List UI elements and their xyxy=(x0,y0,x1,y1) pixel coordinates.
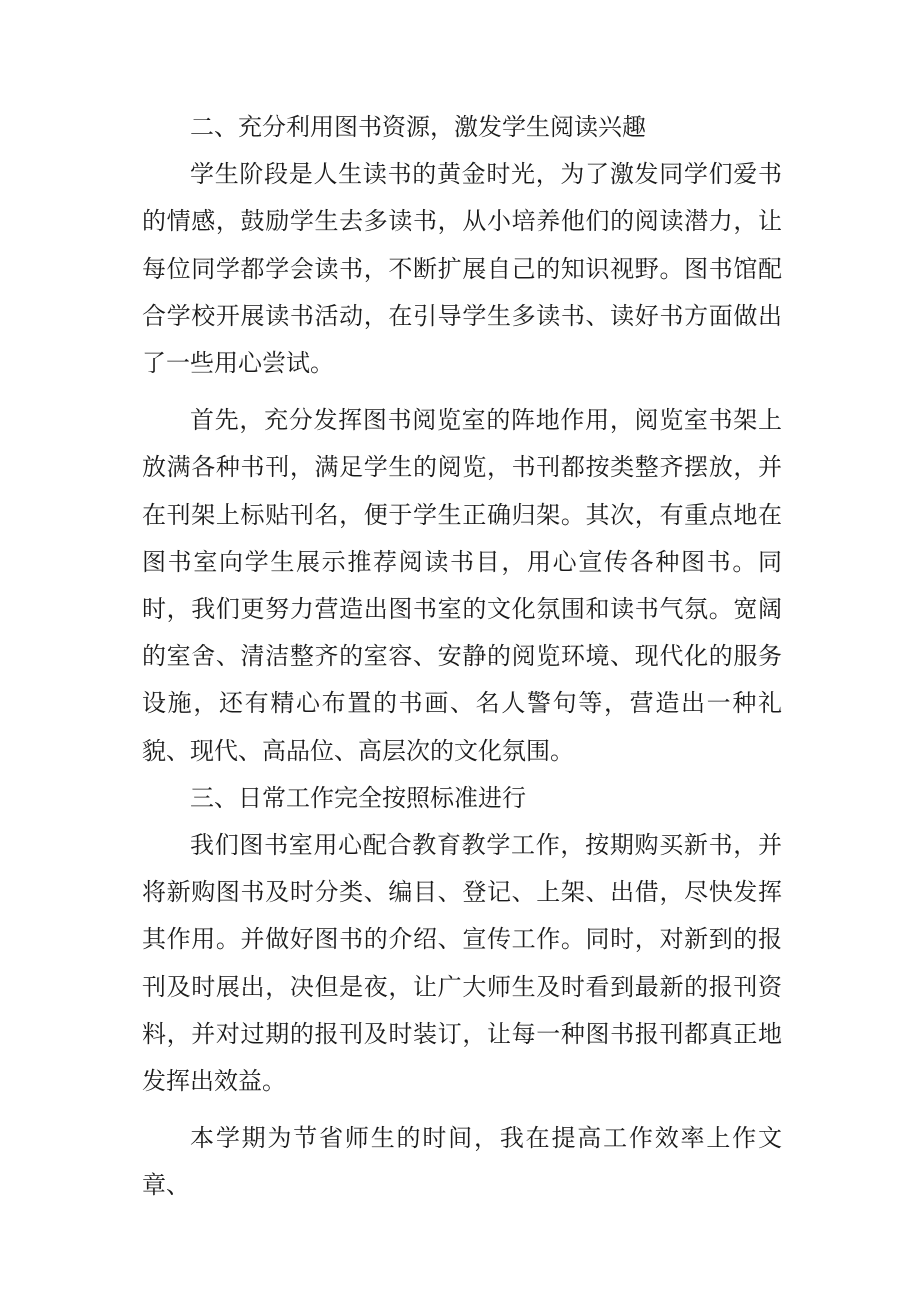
paragraph-reading-interest: 学生阶段是人生读书的黄金时光，为了激发同学们爱书的情感，鼓励学生去多读书，从小培养他们的阅读潜力，让每位同学都学会读书，不断扩展自己的知识视野。图书馆配合学校开展读书活动，在引导学生多读书、读好书方面做出了一些用心尝试。 xyxy=(142,160,782,378)
paragraph-gap xyxy=(142,387,782,397)
paragraph-efficiency: 本学期为节省师生的时间，我在提高工作效率上作文章、 xyxy=(142,1124,782,1200)
paragraph-daily-work: 我们图书室用心配合教育教学工作，按期购买新书，并将新购图书及时分类、编目、登记、上架、出借，尽快发挥其作用。并做好图书的介绍、宣传工作。同时，对新到的报刊及时展出，决但是夜，让广大师生及时看到最新的报刊资料，并对过期的报刊及时装订，让每一种图书报刊都真正地发挥出效益。 xyxy=(142,831,782,1096)
section-heading-3: 三、日常工作完全按照标准进行 xyxy=(190,783,526,812)
paragraph-gap xyxy=(142,1105,782,1115)
section-heading-2: 二、充分利用图书资源，激发学生阅读兴趣 xyxy=(190,113,646,141)
paragraph-reading-room: 首先，充分发挥图书阅览室的阵地作用，阅览室书架上放满各种书刊，满足学生的阅览，书刊都按类整齐摆放，并在刊架上标贴刊名，便于学生正确归架。其次，有重点地在图书室向学生展示推荐阅读书目，用心宣传各种图书。同时，我们更努力营造出图书室的文化氛围和读书气氛。宽阔的室舍、清洁整齐的室容、安静的阅览环境、现代化的服务设施，还有精心布置的书画、名人警句等，营造出一种礼貌、现代、高品位、高层次的文化氛围。 xyxy=(142,406,782,765)
document-body xyxy=(142,104,782,1210)
